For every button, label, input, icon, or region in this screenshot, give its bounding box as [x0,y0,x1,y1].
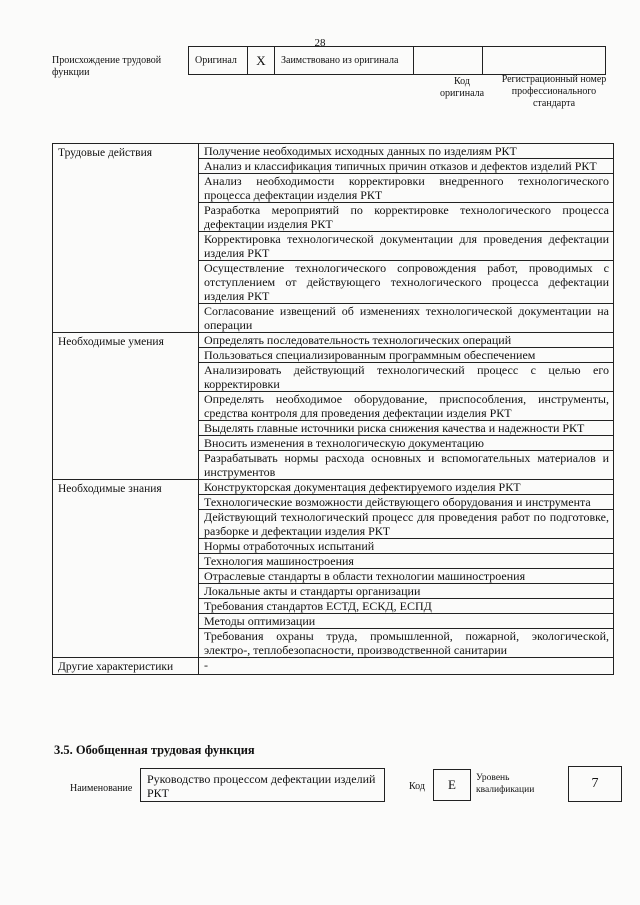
section-item: Нормы отработочных испытаний [199,539,614,554]
table-row [53,658,614,675]
section-item: Анализ и классификация типичных причин отказов и дефектов изделий РКТ [199,159,614,174]
table-row [53,333,614,348]
section-heading: Необходимые знания [53,480,199,658]
borrowed-cell: Заимствовано из оригинала [275,47,414,75]
origin-table [188,46,606,75]
name-label: Наименование [70,783,133,794]
qualification-level-label: Уровень квалификации [476,773,535,795]
section-item: Действующий технологический процесс для проведения работ по подготовке, разборке и дефектации изделия РКТ [199,510,614,539]
section-item: Конструкторская документация дефектируемого изделия РКТ [199,480,614,495]
section-item: Определять последовательность технологических операций [199,333,614,348]
section-item: Требования стандартов ЕСТД, ЕСКД, ЕСПД [199,599,614,614]
origin-label: Происхождение трудовой функции [52,55,162,78]
section-item: Технологические возможности действующего оборудования и инструмента [199,495,614,510]
section-item: Корректировка технологической документации для проведения дефектации изделия РКТ [199,232,614,261]
table-row [53,144,614,159]
section-heading: Необходимые умения [53,333,199,480]
table-row [53,480,614,495]
section-item: Локальные акты и стандарты организации [199,584,614,599]
page-number: 28 [314,37,326,49]
section-item: Пользоваться специализированным программным обеспечением [199,348,614,363]
section-item: Вносить изменения в технологическую документацию [199,436,614,451]
section-heading: Трудовые действия [53,144,199,333]
section-item: - [199,658,614,675]
section-item: Отраслевые стандарты в области технологии машиностроения [199,569,614,584]
section-heading: Другие характеристики [53,658,199,675]
function-name: Руководство процессом дефектации изделий РКТ [140,768,385,802]
registration-number-cell [483,47,606,75]
section-item: Разрабатывать нормы расхода основных и вспомогательных материалов и инструментов [199,451,614,480]
code-caption: Код оригинала [439,76,485,99]
section-item: Согласование извещений об изменениях технологической документации на операции [199,304,614,333]
section-item: Определять необходимое оборудование, приспособления, инструменты, средства контроля для проведения дефектации изделия РКТ [199,392,614,421]
function-code: Е [433,769,471,801]
registration-caption: Регистрационный номер профессионального стандарта [501,74,607,109]
section-item: Требования охраны труда, промышленной, пожарной, экологической, электро-, теплобезопасности, производственной санитарии [199,629,614,658]
section-item: Разработка мероприятий по корректировке технологического процесса дефектации изделия РКТ [199,203,614,232]
qualification-level-value: 7 [568,766,622,802]
section-title: 3.5. Обобщенная трудовая функция [54,743,255,757]
labor-function-table [52,143,614,675]
code-label: Код [409,781,425,792]
section-item: Получение необходимых исходных данных по изделиям РКТ [199,144,614,159]
original-mark: X [248,47,275,75]
section-item: Технология машиностроения [199,554,614,569]
section-item: Анализ необходимости корректировки внедренного технологического процесса дефектации изделия РКТ [199,174,614,203]
original-cell: Оригинал [189,47,248,75]
section-item: Осуществление технологического сопровождения работ, проводимых с отступлением от действующего технологического процесса дефектации изделия РКТ [199,261,614,304]
section-item: Методы оптимизации [199,614,614,629]
section-item: Анализировать действующий технологический процесс с целью его корректировки [199,363,614,392]
original-code-cell [414,47,483,75]
section-item: Выделять главные источники риска снижения качества и надежности РКТ [199,421,614,436]
